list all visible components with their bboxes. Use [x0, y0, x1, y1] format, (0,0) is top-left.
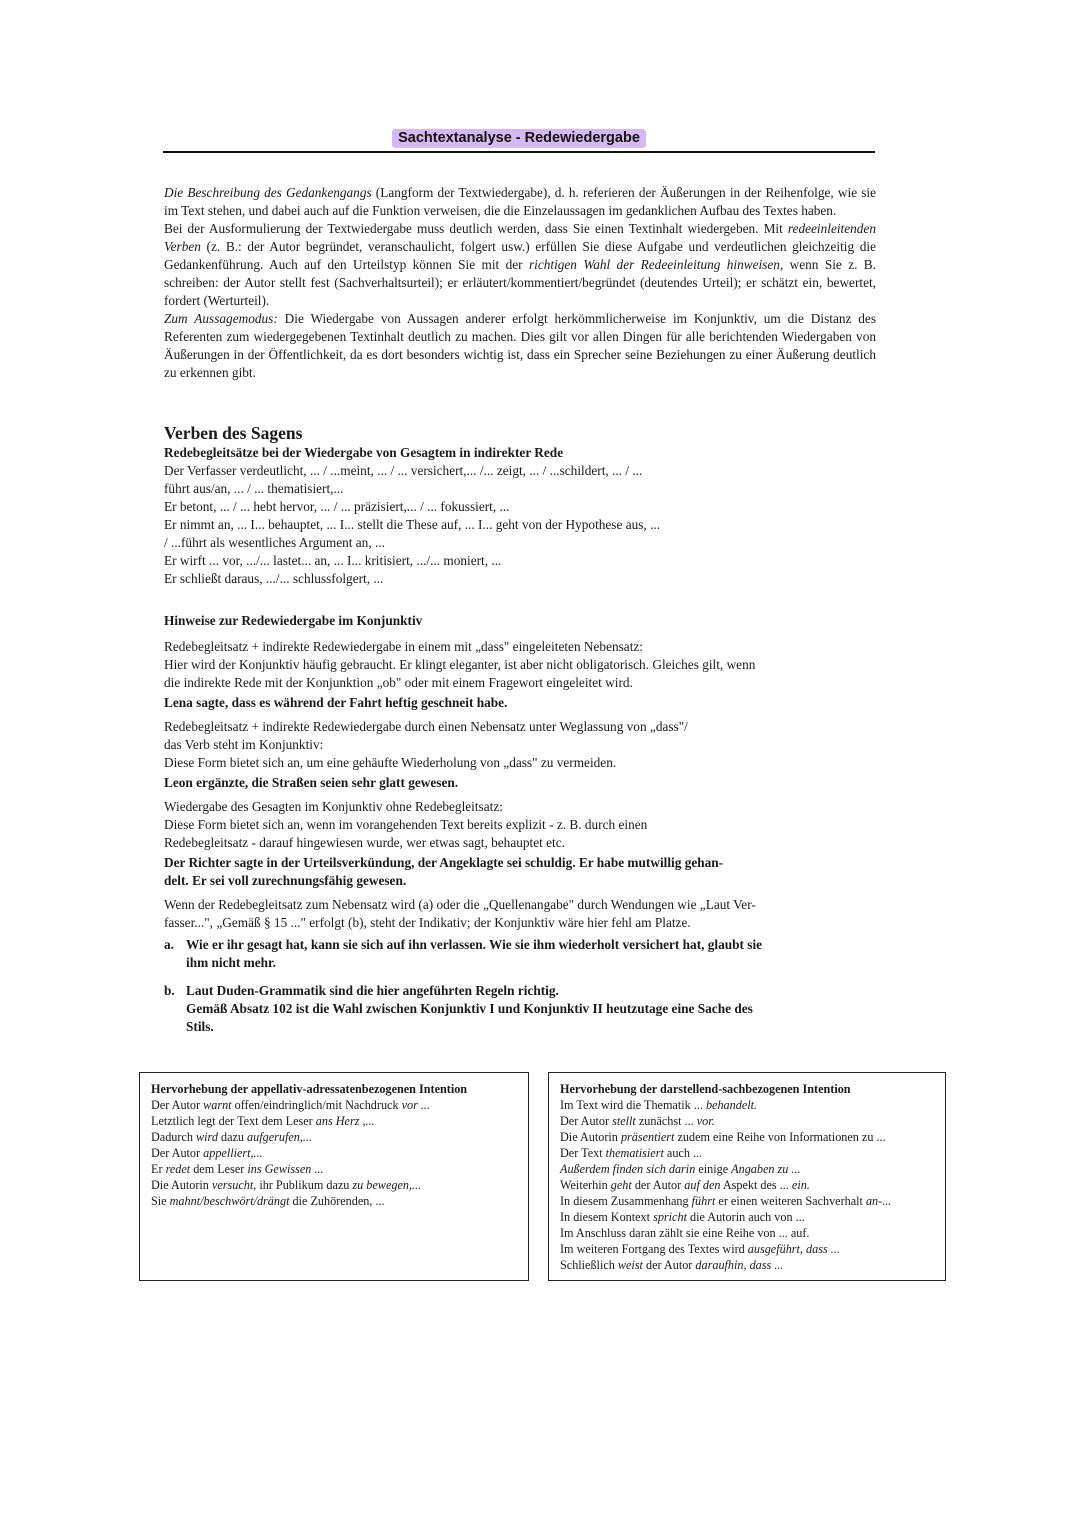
- rule-line: fasser...", „Gemäß § 15 ..." erfolgt (b), steht der Indikativ; der Konjunktiv wäre hier fehl am Platze.: [164, 915, 691, 930]
- box-title: Hervorhebung der appellativ-adressatenbezogenen Intention: [151, 1082, 468, 1096]
- box-line: Der Autor stellt zunächst ... vor.: [560, 1114, 715, 1128]
- example-sentence: Lena sagte, dass es während der Fahrt heftig geschneit habe.: [164, 695, 508, 710]
- box-line: Er redet dem Leser ins Gewissen ...: [151, 1162, 324, 1176]
- verben-line: Der Verfasser verdeutlicht, ... / ...meint, ... / ... versichert,... /... zeigt, ... / ...schildert, ... / ...: [164, 463, 643, 478]
- rule-line: die indirekte Rede mit der Konjunktion „ob" oder mit einem Fragewort eingeleitet wird.: [164, 675, 633, 690]
- section-subheading: Redebegleitsätze bei der Wiedergabe von Gesagtem in indirekter Rede: [164, 445, 564, 460]
- verben-line: / ...führt als wesentliches Argument an, ...: [164, 535, 385, 550]
- intro-paragraph-3: [164, 310, 876, 382]
- list-marker: b.: [164, 983, 175, 998]
- box-line: Der Autor warnt offen/eindringlich/mit Nachdruck vor ...: [151, 1098, 431, 1112]
- section-heading: Verben des Sagens: [164, 423, 303, 443]
- box-line: Dadurch wird dazu aufgerufen,...: [151, 1130, 313, 1144]
- list-item-line: Gemäß Absatz 102 ist die Wahl zwischen Konjunktiv I und Konjunktiv II heutzutage eine Sache des: [186, 1001, 753, 1016]
- box-line: Der Autor appelliert,...: [151, 1146, 263, 1160]
- list-item-line: Wie er ihr gesagt hat, kann sie sich auf ihn verlassen. Wie sie ihm wiederholt versichert hat, glaubt sie: [186, 937, 763, 952]
- verben-line: Er betont, ... / ... hebt hervor, ... / ... präzisiert,... / ... fokussiert, ...: [164, 499, 510, 514]
- verben-line: führt aus/an, ... / ... thematisiert,...: [164, 481, 344, 496]
- intro-text: (z. B.: der Autor begründet, veranschaulicht, folgert usw.) erfüllen Sie diese Aufgabe und verdeutlichen gleichzeitig die Gedankenführung. Auch auf den Urteilstyp können Sie mit der: [164, 239, 876, 272]
- intro-text: (Langform der Textwiedergabe), d. h. referieren der Äußerungen in der Reihenfolge, wie sie im Text stehen, und dabei auch auf die Funktion verweisen, die die Einzelaussagen im gedanklichen Aufbau des Textes haben.: [164, 185, 877, 218]
- section-heading: Hinweise zur Redewiedergabe im Konjunktiv: [164, 613, 423, 628]
- intro-term-redeeinleitung: richtigen Wahl der Redeeinleitung hinweisen: [528, 257, 780, 272]
- list-item: [164, 982, 874, 1036]
- intro-term-verben: redeeinleitenden Verben: [164, 221, 876, 254]
- verben-line: Er wirft ... vor, .../... lastet... an, ... I... kritisiert, .../... moniert, ...: [164, 553, 502, 568]
- appellative-intention-box: [139, 1072, 529, 1281]
- intro-term-aussagemodus: Zum Aussagemodus:: [164, 311, 278, 326]
- box-line: Im weiteren Fortgang des Textes wird ausgeführt, dass ...: [560, 1242, 840, 1256]
- rule-line: Diese Form bietet sich an, wenn im vorangehenden Text bereits explizit - z. B. durch einen: [164, 817, 648, 832]
- rule-line: Wiedergabe des Gesagten im Konjunktiv ohne Redebegleitsatz:: [164, 799, 503, 814]
- example-sentence: delt. Er sei voll zurechnungsfähig gewesen.: [164, 873, 407, 888]
- rule-line: Redebegleitsatz + indirekte Redewiedergabe durch einen Nebensatz unter Weglassung von „dass"/: [164, 719, 688, 734]
- box-lines: [151, 1097, 518, 1209]
- list-marker: a.: [164, 937, 174, 952]
- list-item-line: Stils.: [186, 1019, 214, 1034]
- box-line: Die Autorin versucht, ihr Publikum dazu zu bewegen,...: [151, 1178, 422, 1192]
- rule-line: Diese Form bietet sich an, um eine gehäufte Wiederholung von „dass" zu vermeiden.: [164, 755, 617, 770]
- intro-term-gedankengang: Die Beschreibung des Gedankengangs: [164, 185, 372, 200]
- verben-line: Er schließt daraus, .../... schlussfolgert, ...: [164, 571, 384, 586]
- hinweise-section: [164, 612, 874, 1046]
- list-item-line: ihm nicht mehr.: [186, 955, 277, 970]
- example-sentence: Leon ergänzte, die Straßen seien sehr glatt gewesen.: [164, 775, 459, 790]
- box-line: Letztlich legt der Text dem Leser ans Herz ,...: [151, 1114, 375, 1128]
- rule-line: Redebegleitsatz - darauf hingewiesen wurde, wer etwas sagt, behauptet etc.: [164, 835, 565, 850]
- list-item: [164, 936, 874, 972]
- verben-line: Er nimmt an, ... I... behauptet, ... I... stellt die These auf, ... I... geht von der Hypothese aus, ...: [164, 517, 661, 532]
- intro-paragraph-2: [164, 220, 876, 310]
- rule-line: Hier wird der Konjunktiv häufig gebraucht. Er klingt eleganter, ist aber nicht obligatorisch. Gleiches gilt, wenn: [164, 657, 756, 672]
- box-line: In diesem Kontext spricht die Autorin auch von ...: [560, 1210, 805, 1224]
- rule-line: Redebegleitsatz + indirekte Redewiedergabe in einem mit „dass" eingeleiteten Nebensatz:: [164, 639, 643, 654]
- box-line: Im Anschluss daran zählt sie eine Reihe von ... auf.: [560, 1226, 810, 1240]
- example-list: [164, 936, 874, 1036]
- box-line: Weiterhin geht der Autor auf den Aspekt des ... ein.: [560, 1178, 810, 1192]
- box-lines: [560, 1097, 935, 1273]
- rule-line: Wenn der Redebegleitsatz zum Nebensatz wird (a) oder die „Quellenangabe" durch Wendungen wie „Laut Ver-: [164, 897, 756, 912]
- page-header: [163, 129, 875, 153]
- page-title: Sachtextanalyse - Redewiedergabe: [392, 129, 646, 148]
- intro-text: Die Wiedergabe von Aussagen anderer erfolgt herkömmlicherweise im Konjunktiv, um die Distanz des Referenten zum wiedergegebenen Textinhalt deutlich zu machen. Dies gilt vor allen Dingen für alle berichtenden Wiedergaben von Äußerungen in der Öffentlichkeit, da es dort besonders wichtig ist, dass ein Sprecher seine Beziehungen zu einer Äußerung deutlich zu erkennen gibt.: [164, 311, 877, 380]
- box-line: Schließlich weist der Autor daraufhin, dass ...: [560, 1258, 784, 1272]
- box-title: Hervorhebung der darstellend-sachbezogenen Intention: [560, 1082, 851, 1096]
- box-line: Im Text wird die Thematik ... behandelt.: [560, 1098, 758, 1112]
- intro-text: Bei der Ausformulierung der Textwiedergabe muss deutlich werden, dass Sie einen Textinhalt wiedergeben. Mit: [164, 221, 788, 236]
- intro-text: , wenn Sie z. B. schreiben: der Autor stellt fest (Sachverhaltsurteil); er erläutert/kommentiert/begründet (deutendes Urteil); er schätzt ein, bewertet, fordert (Werturteil).: [164, 257, 876, 308]
- intro-paragraph-1: [164, 184, 876, 220]
- verben-section: [164, 422, 876, 588]
- box-line: Die Autorin präsentiert zudem eine Reihe von Informationen zu ...: [560, 1130, 886, 1144]
- list-item-line: Laut Duden-Grammatik sind die hier angeführten Regeln richtig.: [186, 983, 559, 998]
- box-line: Der Text thematisiert auch ...: [560, 1146, 703, 1160]
- example-sentence: Der Richter sagte in der Urteilsverkündung, der Angeklagte sei schuldig. Er habe mutwillig gehan-: [164, 855, 724, 870]
- intro-section: [164, 184, 876, 382]
- descriptive-intention-box: [548, 1072, 946, 1281]
- rule-line: das Verb steht im Konjunktiv:: [164, 737, 324, 752]
- box-line: Sie mahnt/beschwört/drängt die Zuhörenden, ...: [151, 1194, 385, 1208]
- box-line: In diesem Zusammenhang führt er einen weiteren Sachverhalt an-...: [560, 1194, 892, 1208]
- box-line: Außerdem finden sich darin einige Angaben zu ...: [560, 1162, 801, 1176]
